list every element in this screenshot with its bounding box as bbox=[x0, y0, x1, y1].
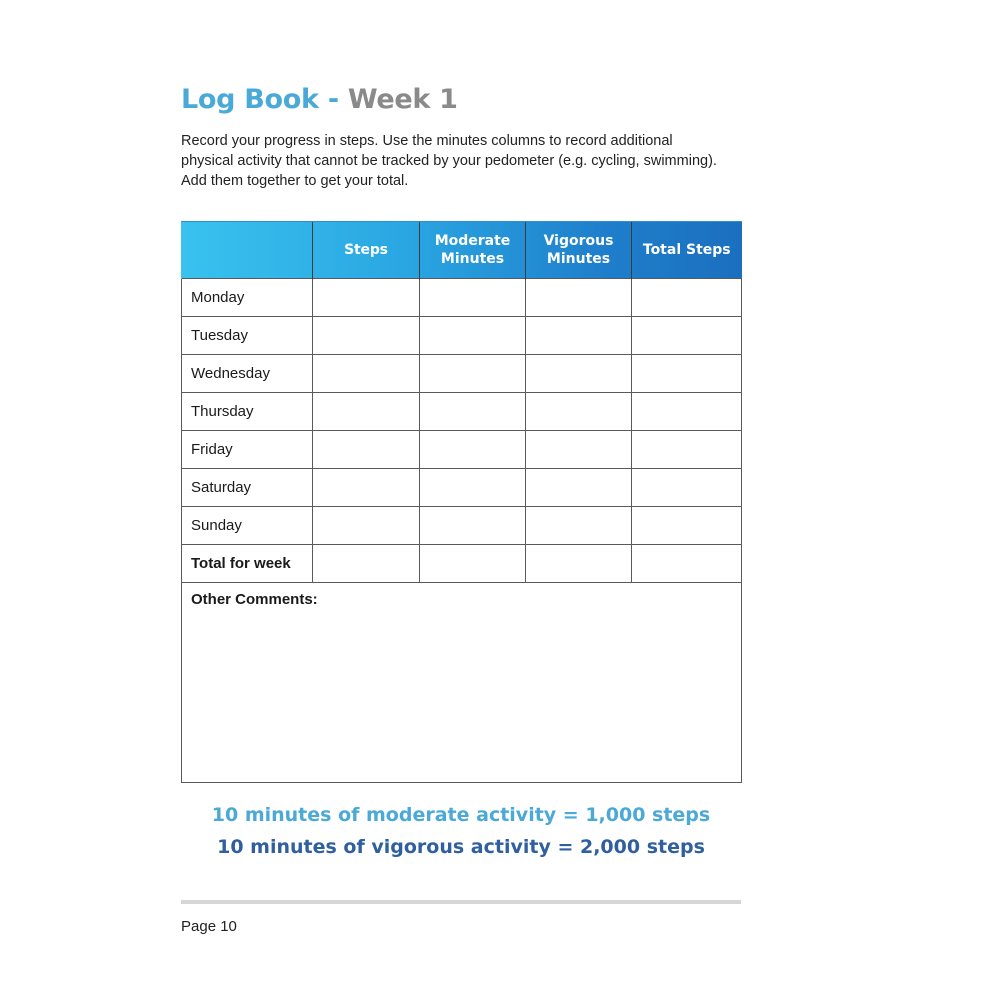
log-table bbox=[181, 221, 742, 783]
moderate-equivalence: 10 minutes of moderate activity = 1,000 steps bbox=[211, 804, 711, 826]
log-table-body bbox=[182, 279, 742, 583]
comments-row bbox=[182, 583, 742, 783]
header-moderate-minutes: Moderate Minutes bbox=[420, 222, 526, 279]
title-log-book: Log Book - bbox=[181, 84, 348, 115]
table-row bbox=[182, 431, 742, 469]
page-number: Page 10 bbox=[181, 918, 237, 935]
header-day bbox=[182, 222, 313, 279]
day-label: Sunday bbox=[182, 507, 313, 545]
steps-cell[interactable] bbox=[313, 431, 420, 469]
total-steps-cell[interactable] bbox=[632, 507, 742, 545]
steps-cell[interactable] bbox=[313, 355, 420, 393]
other-comments-box[interactable]: Other Comments: bbox=[182, 583, 742, 783]
table-row bbox=[182, 317, 742, 355]
header-row bbox=[182, 222, 742, 279]
total-steps-cell[interactable] bbox=[632, 431, 742, 469]
steps-cell[interactable] bbox=[313, 317, 420, 355]
day-label: Tuesday bbox=[182, 317, 313, 355]
moderate-minutes-cell[interactable] bbox=[420, 431, 526, 469]
steps-cell[interactable] bbox=[313, 507, 420, 545]
table-row bbox=[182, 279, 742, 317]
comments-section bbox=[182, 583, 742, 783]
total-for-week-label: Total for week bbox=[182, 545, 313, 583]
moderate-minutes-cell[interactable] bbox=[420, 469, 526, 507]
moderate-minutes-cell[interactable] bbox=[420, 279, 526, 317]
total-steps-cell[interactable] bbox=[632, 469, 742, 507]
day-label: Thursday bbox=[182, 393, 313, 431]
title-week: Week 1 bbox=[347, 84, 458, 115]
vigorous-minutes-cell[interactable] bbox=[526, 507, 632, 545]
steps-cell[interactable] bbox=[313, 469, 420, 507]
moderate-minutes-cell[interactable] bbox=[420, 393, 526, 431]
grand-total-cell[interactable] bbox=[632, 545, 742, 583]
intro-text: Record your progress in steps. Use the minutes columns to record additional physical activity that cannot be tracked by your pedometer (e.g. cycling, swimming). Add them together to get your total. bbox=[181, 133, 717, 189]
header-vigorous-minutes: Vigorous Minutes bbox=[526, 222, 632, 279]
total-steps-cell[interactable] bbox=[632, 279, 742, 317]
total-steps-cell[interactable] bbox=[632, 317, 742, 355]
total-steps-cell[interactable] bbox=[632, 355, 742, 393]
footer-divider bbox=[181, 900, 741, 904]
vigorous-minutes-cell[interactable] bbox=[526, 393, 632, 431]
page-title bbox=[181, 82, 458, 118]
vigorous-minutes-cell[interactable] bbox=[526, 279, 632, 317]
table-row bbox=[182, 469, 742, 507]
steps-cell[interactable] bbox=[313, 279, 420, 317]
moderate-minutes-cell[interactable] bbox=[420, 355, 526, 393]
vigorous-minutes-cell[interactable] bbox=[526, 431, 632, 469]
vigorous-minutes-cell[interactable] bbox=[526, 317, 632, 355]
day-label: Wednesday bbox=[182, 355, 313, 393]
total-row bbox=[182, 545, 742, 583]
moderate-minutes-cell[interactable] bbox=[420, 317, 526, 355]
table-row bbox=[182, 393, 742, 431]
vigorous-minutes-cell[interactable] bbox=[526, 355, 632, 393]
day-label: Monday bbox=[182, 279, 313, 317]
moderate-minutes-cell[interactable] bbox=[420, 507, 526, 545]
table-row bbox=[182, 507, 742, 545]
total-steps-week-cell[interactable] bbox=[313, 545, 420, 583]
day-label: Friday bbox=[182, 431, 313, 469]
vigorous-equivalence: 10 minutes of vigorous activity = 2,000 steps bbox=[217, 836, 705, 858]
log-table-header bbox=[182, 222, 742, 279]
total-steps-cell[interactable] bbox=[632, 393, 742, 431]
day-label: Saturday bbox=[182, 469, 313, 507]
total-moderate-week-cell[interactable] bbox=[420, 545, 526, 583]
header-total-steps: Total Steps bbox=[632, 222, 742, 279]
header-steps: Steps bbox=[313, 222, 420, 279]
steps-cell[interactable] bbox=[313, 393, 420, 431]
vigorous-minutes-cell[interactable] bbox=[526, 469, 632, 507]
total-vigorous-week-cell[interactable] bbox=[526, 545, 632, 583]
table-row bbox=[182, 355, 742, 393]
